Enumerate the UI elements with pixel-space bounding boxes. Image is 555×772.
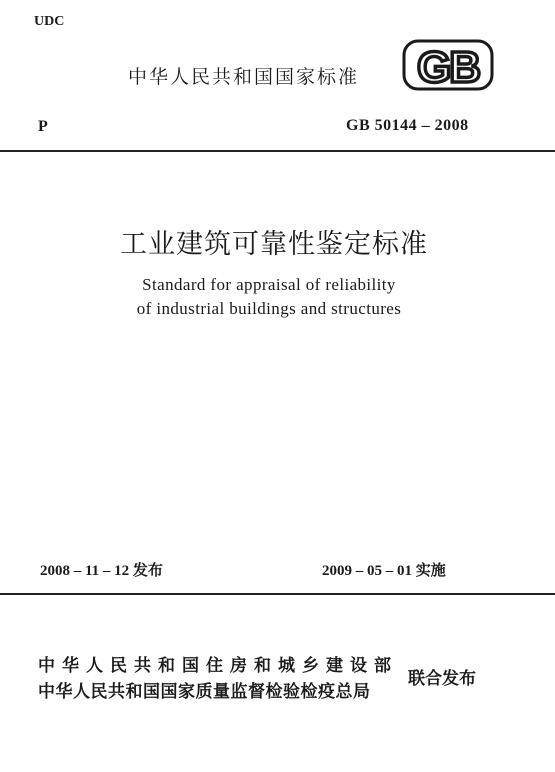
title-chinese: 工业建筑可靠性鉴定标准 bbox=[120, 229, 428, 260]
national-standard-heading: 中华人民共和国国家标准 bbox=[128, 66, 360, 88]
udc-label: UDC bbox=[34, 14, 65, 29]
title-english-line1: Standard for appraisal of reliability bbox=[142, 275, 396, 294]
joint-release-label: 联合发布 bbox=[408, 669, 476, 689]
issue-date: 2008 – 11 – 12 发布 bbox=[40, 563, 163, 579]
standard-code: GB 50144 – 2008 bbox=[346, 117, 469, 134]
gb-logo-text: GB bbox=[417, 43, 479, 91]
issuer-ministry: 中华人民共和国住房和城乡建设部 bbox=[38, 656, 398, 676]
classification-code: P bbox=[38, 118, 48, 135]
gb-logo-icon bbox=[402, 39, 494, 91]
implementation-date: 2009 – 05 – 01 实施 bbox=[322, 563, 446, 579]
issuer-aqsiq: 中华人民共和国国家质量监督检验检疫总局 bbox=[38, 682, 371, 702]
header-rule bbox=[0, 150, 555, 152]
title-english-line2: of industrial buildings and structures bbox=[136, 299, 402, 318]
footer-rule bbox=[0, 593, 555, 595]
